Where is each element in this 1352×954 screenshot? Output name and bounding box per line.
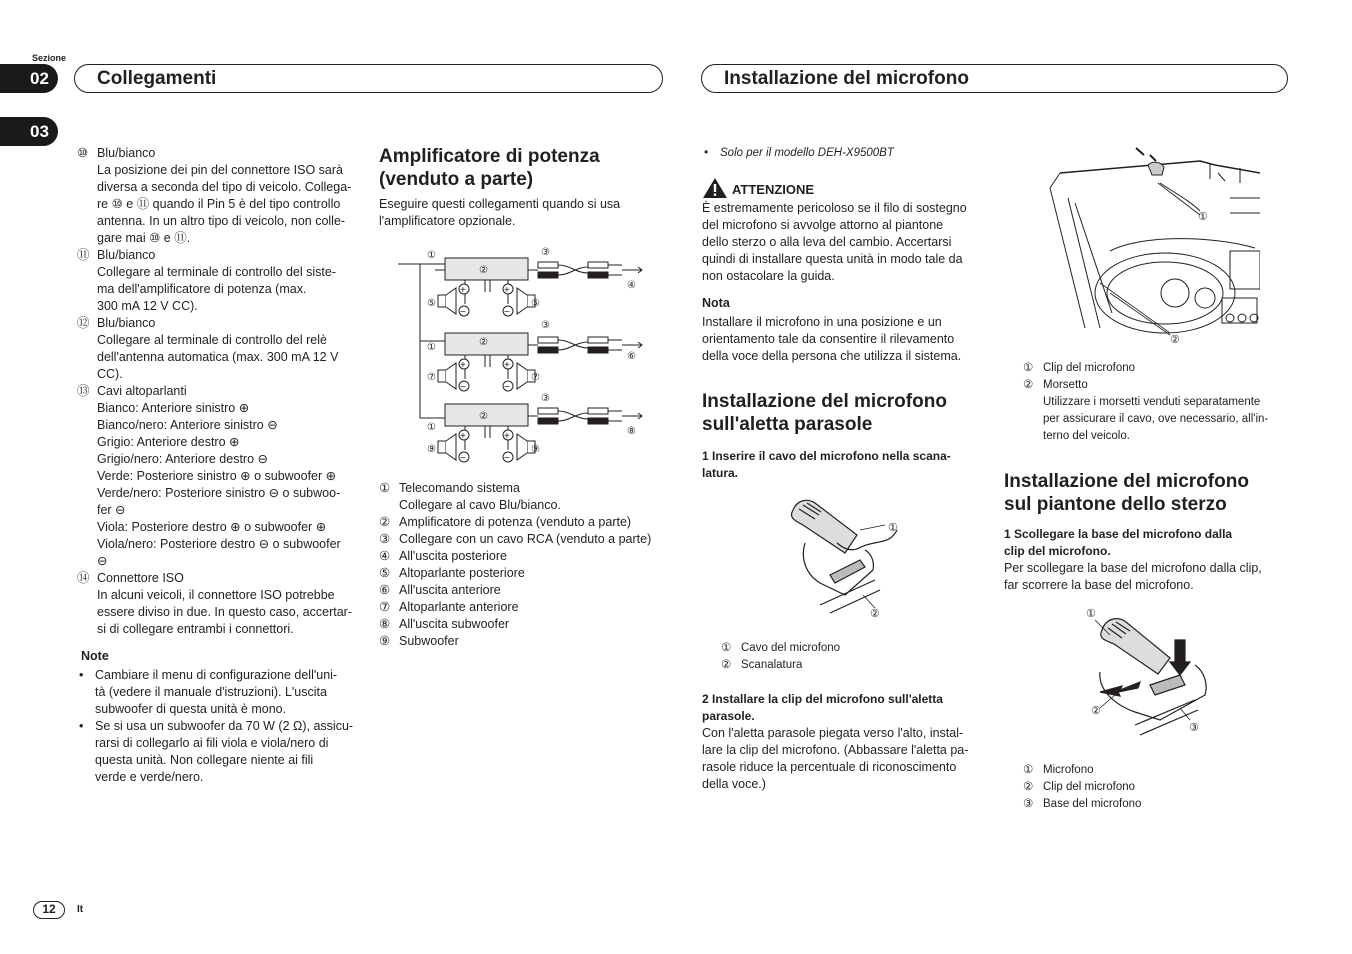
title-line: Installazione del microfono [1004, 471, 1249, 492]
microphone-cable-figure [775, 495, 915, 625]
item-line: antenna. In un altro tipo di veicolo, non colle- [97, 214, 346, 228]
sun-visor [1230, 198, 1260, 213]
plus-label: + [504, 285, 510, 296]
steering-section-title [1004, 470, 1289, 516]
intro-line: Eseguire questi collegamenti quando si usa [379, 197, 621, 211]
speaker-left [438, 295, 446, 307]
title-line: sul piantone dello sterzo [1004, 494, 1227, 515]
intro-line: l'amplificatore opzionale. [379, 214, 516, 228]
note-line: rarsi di collegarlo ai fili viola e viola/nero di [95, 736, 329, 750]
legend-number: ③ [379, 532, 391, 546]
legend-number: ⑥ [379, 583, 391, 597]
caption-text: Clip del microfono [1043, 362, 1136, 374]
subwoofer-cone-left [446, 434, 456, 460]
microphone-visor-section [702, 145, 987, 482]
item-title: Connettore ISO [97, 571, 184, 585]
minus-label: − [504, 453, 510, 464]
caption-item [1023, 377, 1288, 394]
page-number: 12 [33, 901, 65, 919]
legend-number: ⑤ [379, 566, 391, 580]
microphone-clip [1148, 162, 1164, 175]
item-line: essere diviso in due. In questo caso, accertar- [97, 605, 352, 619]
label-4: ④ [627, 280, 636, 291]
label-9b: ⑨ [531, 444, 540, 455]
microphone-base-figure [1080, 600, 1210, 740]
wire-list [77, 145, 367, 786]
note-line: questa unità. Non collegare niente ai fili [95, 753, 314, 767]
attention-line: quindi di installare questa unità in modo tale da [702, 252, 963, 266]
step-text-line: della voce.) [702, 777, 766, 791]
plus-label: + [460, 285, 466, 296]
visor-clip [803, 543, 873, 595]
title-line: Installazione del microfono [702, 391, 947, 412]
microphone-base [1150, 675, 1185, 695]
legend-number: ⑦ [379, 600, 391, 614]
amplifier-legend [379, 480, 669, 650]
center-display [1230, 251, 1260, 289]
item-number: ⑫ [77, 316, 90, 330]
label-3: ③ [541, 320, 550, 331]
item-number: ⑪ [77, 248, 90, 262]
step-line: 1 Inserire il cavo del microfono nella scana- [702, 449, 951, 463]
callout-line [1158, 183, 1200, 215]
caption-number: ② [1023, 781, 1034, 793]
plus-label: + [460, 431, 466, 442]
legend-item [379, 480, 669, 514]
step-text-line: rasole riduce la percentuale di riconoscimento [702, 760, 957, 774]
legend-text: All'uscita subwoofer [399, 617, 510, 631]
wire-item-12 [77, 315, 367, 383]
title-line: Amplificatore di potenza [379, 146, 600, 167]
item-line: dell'antenna automatica (max. 300 mA 12 V [97, 350, 339, 364]
attention-line: dello sterzo o alla leva del cambio. Accertarsi [702, 235, 952, 249]
attention-line: del microfono si avvolge attorno al piantone [702, 218, 944, 232]
caption-number: ② [1023, 379, 1034, 391]
step-2-heading [702, 691, 987, 725]
item-title: Blu/bianco [97, 248, 156, 262]
step-line: 2 Installare la clip del microfono sull'aletta [702, 692, 943, 706]
nota-line: Installare il microfono in una posizione e un [702, 315, 942, 329]
caption-sub [1023, 394, 1288, 445]
right-section-title: Installazione del microfono [701, 64, 1288, 93]
item-line: diversa a seconda del tipo di veicolo. Collega- [97, 180, 352, 194]
label-7: ⑦ [427, 372, 436, 383]
legend-text: Altoparlante anteriore [399, 600, 519, 614]
amplifier-wiring-diagram [390, 240, 660, 470]
step-text-line: Con l'aletta parasole piegata verso l'alto, instal- [702, 726, 964, 740]
caption-item [1023, 796, 1288, 813]
legend-text: Telecomando sistema [399, 481, 520, 495]
legend-number: ④ [379, 549, 391, 563]
step-text-line: far scorrere la base del microfono. [1004, 578, 1194, 592]
legend-number: ⑨ [379, 634, 391, 648]
mic-cable-route [1160, 183, 1200, 211]
item-title: Blu/bianco [97, 316, 156, 330]
legend-number: ⑧ [379, 617, 391, 631]
note-line: • Cambiare il menu di configurazione dell'uni- [95, 668, 338, 682]
caption-text: Base del microfono [1043, 798, 1142, 810]
caption-number: ① [1023, 764, 1034, 776]
item-line: CC). [97, 367, 123, 381]
item-line: gare mai ⑩ e ⑪. [97, 231, 191, 245]
arrow-icon [1136, 148, 1156, 161]
title-line: (venduto a parte) [379, 169, 534, 190]
section-tab-02[interactable]: 02 [0, 64, 58, 93]
legend-text: Subwoofer [399, 634, 459, 648]
fig-label-2: ② [870, 608, 880, 620]
subwoofer-left [438, 441, 446, 453]
item-line: Bianco: Anteriore sinistro ⊕ [97, 401, 250, 415]
caption-number: ① [1023, 362, 1034, 374]
step-1-heading [1004, 526, 1289, 560]
item-line: In alcuni veicoli, il connettore ISO potrebbe [97, 588, 335, 602]
label-5b: ⑤ [531, 298, 540, 309]
note-bullet [77, 718, 367, 786]
item-line: re ⑩ e ⑪ quando il Pin 5 è del tipo controllo [97, 197, 341, 211]
caption-number: ③ [1023, 798, 1034, 810]
item-line: ⊖ [97, 554, 108, 568]
speaker-left [438, 370, 446, 382]
nota-text [702, 314, 987, 365]
legend-item [379, 548, 669, 565]
gauge-left [1161, 279, 1189, 307]
wire-item-11 [77, 247, 367, 315]
legend-item [379, 531, 669, 548]
item-title: Cavi altoparlanti [97, 384, 187, 398]
label-5: ⑤ [427, 298, 436, 309]
language-code: It [77, 904, 84, 915]
item-title: Blu/bianco [97, 146, 156, 160]
legend-sub: Collegare al cavo Blu/bianco. [399, 498, 561, 512]
label-7b: ⑦ [531, 372, 540, 383]
legend-text: Altoparlante posteriore [399, 566, 525, 580]
car-interior-figure [1040, 143, 1260, 348]
nota-heading: Nota [702, 296, 730, 310]
item-number: ⑭ [77, 571, 90, 585]
attention-line: non ostacolare la guida. [702, 269, 835, 283]
note-heading: Note [81, 649, 109, 663]
arrow-left-icon [1100, 682, 1140, 696]
amplifier-unit-3 [438, 404, 642, 462]
amplifier-unit-2 [438, 333, 642, 391]
wire-item-10 [77, 145, 367, 247]
minus-label: − [460, 307, 466, 318]
windshield-frame [1068, 198, 1112, 328]
caption-sub-line: Utilizzare i morsetti venduti separatamente [1043, 396, 1261, 408]
nota-line: della voce della persona che utilizza il sistema. [702, 349, 962, 363]
speaker-cone-right [517, 363, 527, 389]
fig-label-1: ① [1198, 211, 1208, 223]
caption-number: ① [721, 642, 732, 654]
caption-text: Cavo del microfono [741, 642, 841, 654]
legend-item [379, 616, 669, 633]
remote-wire [398, 264, 445, 418]
item-line: Bianco/nero: Anteriore sinistro ⊖ [97, 418, 278, 432]
legend-item [379, 633, 669, 650]
section-label: Sezione [32, 53, 67, 63]
steering-wheel-inner [1107, 262, 1223, 324]
car-fig-caption [1023, 360, 1288, 445]
minus-label: − [504, 307, 510, 318]
attention-line: È estremamente pericoloso se il filo di sostegno [702, 201, 967, 215]
caption-text: Clip del microfono [1043, 781, 1136, 793]
label-3: ③ [541, 247, 550, 258]
legend-item [379, 599, 669, 616]
legend-item [379, 582, 669, 599]
a-pillar [1050, 173, 1085, 328]
note-line: subwoofer di questa unità è mono. [95, 702, 287, 716]
label-2: ② [479, 411, 488, 422]
caption-text: Scanalatura [741, 659, 803, 671]
caption-number: ② [721, 659, 732, 671]
legend-text: Amplificatore di potenza (venduto a parte) [399, 515, 632, 529]
item-line: La posizione dei pin del connettore ISO sarà [97, 163, 343, 177]
subwoofer-cone-right [517, 434, 527, 460]
caption-item [1023, 779, 1288, 796]
caption-sub-line: per assicurare il cavo, ove necessario, all'in- [1043, 413, 1269, 425]
legend-number: ① [379, 481, 391, 495]
minus-label: − [460, 382, 466, 393]
nota-line: orientamento tale da consentire il rilevamento [702, 332, 955, 346]
arrow-down-icon [1170, 640, 1190, 675]
groove [830, 560, 865, 583]
caption-text: Morsetto [1043, 379, 1088, 391]
control-panel [1222, 298, 1257, 323]
step-line: latura. [702, 466, 739, 480]
item-number: ⑩ [77, 146, 89, 160]
note-line: verde e verde/nero. [95, 770, 204, 784]
section-tab-03[interactable]: 03 [0, 117, 58, 146]
warning-icon [702, 177, 728, 199]
fig1-caption [721, 640, 981, 674]
item-line: 300 mA 12 V CC). [97, 299, 198, 313]
label-2: ② [479, 265, 488, 276]
plus-label: + [504, 360, 510, 371]
item-line: Grigio/nero: Anteriore destro ⊖ [97, 452, 268, 466]
caption-item [1023, 360, 1288, 377]
fig-label-2: ② [1091, 705, 1101, 717]
caption-text: Microfono [1043, 764, 1094, 776]
fig-label-2: ② [1170, 334, 1180, 346]
item-line: si di collegare entrambi i connettori. [97, 622, 294, 636]
label-8: ⑧ [627, 426, 636, 437]
item-line: fer ⊖ [97, 503, 126, 517]
minus-label: − [460, 453, 466, 464]
step-line: 1 Scollegare la base del microfono dalla [1004, 527, 1233, 541]
caption-item [1023, 762, 1288, 779]
plus-label: + [460, 360, 466, 371]
minus-label: − [504, 382, 510, 393]
amplifier-title [379, 145, 669, 191]
wire-item-13 [77, 383, 367, 570]
item-line: Viola/nero: Posteriore destro ⊖ o subwoofer [97, 537, 341, 551]
item-line: Viola: Posteriore destro ⊕ o subwoofer ⊕ [97, 520, 327, 534]
label-1: ① [427, 250, 436, 261]
title-line: sull'aletta parasole [702, 414, 873, 435]
label-2: ② [479, 337, 488, 348]
visor-detail [1210, 163, 1240, 183]
item-line: Grigio: Anteriore destro ⊕ [97, 435, 240, 449]
legend-item [379, 514, 669, 531]
attention-heading [702, 180, 987, 200]
wire-item-14 [77, 570, 367, 638]
microphone-body [1101, 619, 1170, 674]
note-bullet [77, 667, 367, 718]
note-line: • Se si usa un subwoofer da 70 W (2 Ω), assicu- [95, 719, 354, 733]
fig-label-1: ① [1086, 608, 1096, 620]
plus-label: + [504, 431, 510, 442]
item-line: Collegare al terminale di controllo del relè [97, 333, 327, 347]
model-bullet: • Solo per il modello DEH-X9500BT [702, 145, 987, 162]
attention-title: ATTENZIONE [732, 182, 815, 197]
label-1: ① [427, 342, 436, 353]
speaker-cone-left [446, 288, 456, 314]
caption-item [721, 640, 981, 657]
legend-item [379, 565, 669, 582]
item-line: Collegare al terminale di controllo del siste- [97, 265, 337, 279]
gauge-right [1195, 288, 1215, 308]
steering-section [1004, 470, 1289, 594]
item-number: ⑬ [77, 384, 90, 398]
microphone-body [791, 500, 857, 553]
fig-label-3: ③ [1189, 722, 1199, 734]
legend-text: All'uscita anteriore [399, 583, 501, 597]
step-2 [702, 691, 987, 793]
left-section-title: Collegamenti [74, 64, 663, 93]
label-3: ③ [541, 393, 550, 404]
speaker-cone-right [517, 288, 527, 314]
step-line: parasole. [702, 709, 755, 723]
speaker-cone-left [446, 363, 456, 389]
item-line: ma dell'amplificatore di potenza (max. [97, 282, 307, 296]
dashboard [1110, 239, 1255, 251]
label-6: ⑥ [627, 351, 636, 362]
step-text-line: lare la clip del microfono. (Abbassare l'aletta pa- [702, 743, 969, 757]
legend-text: All'uscita posteriore [399, 549, 507, 563]
legend-text: Collegare con un cavo RCA (venduto a parte) [399, 532, 652, 546]
attention-text [702, 200, 987, 285]
step-text-line: Per scollegare la base del microfono dalla clip, [1004, 561, 1262, 575]
amplifier-intro [379, 196, 669, 230]
base-fig-caption [1023, 762, 1288, 813]
label-1: ① [427, 422, 436, 433]
fig-label-1: ① [888, 522, 898, 534]
legend-number: ② [379, 515, 391, 529]
step-1-heading [702, 448, 987, 482]
note-line: tà (vedere il manuale d'istruzioni). L'uscita [95, 685, 327, 699]
caption-item [721, 657, 981, 674]
visor-section-title [702, 390, 987, 436]
caption-sub-line: terno del veicolo. [1043, 430, 1130, 442]
item-line: Verde: Posteriore sinistro ⊕ o subwoofer ⊕ [97, 469, 337, 483]
label-9: ⑨ [427, 444, 436, 455]
step-line: clip del microfono. [1004, 544, 1111, 558]
amplifier-section [379, 145, 669, 230]
item-line: Verde/nero: Posteriore sinistro ⊖ o subwoo- [97, 486, 341, 500]
